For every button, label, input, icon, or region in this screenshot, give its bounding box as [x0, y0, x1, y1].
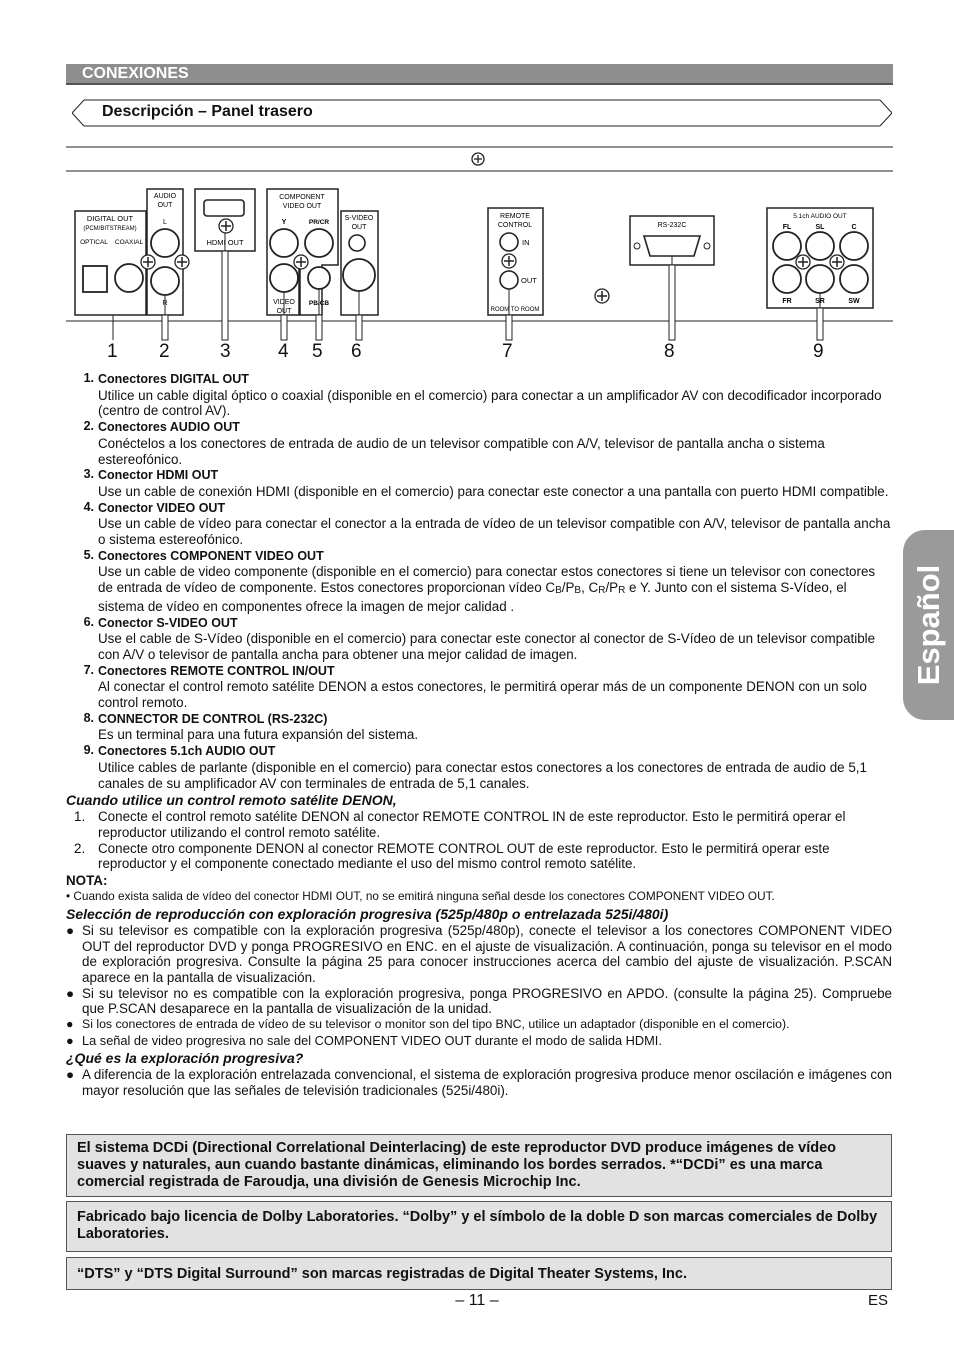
rear-panel-svg	[66, 145, 893, 367]
progressive-bullet: ● Si su televisor no es compatible con la exploración progresiva, ponga PROGRESIVO en APDO. (consulte la página 25). Compruebe que P.SCAN desaparece en la pantalla de visualización de la unidad.	[66, 985, 892, 1017]
nota-label: NOTA:	[66, 873, 108, 889]
component-video-connectors	[267, 189, 338, 315]
what-bullet: ● A diferencia de la exploración entrelazada convencional, el sistema de exploración progresiva produce menor oscilación e imágenes con mayor resolución que las señales de televisión tradicionales (525i/480i).	[66, 1067, 892, 1099]
rear-panel-diagram	[66, 145, 893, 367]
subsection-header	[72, 99, 892, 127]
audio-l-label: L	[163, 219, 167, 226]
callout-4: 4	[278, 341, 289, 362]
remote-step: 1. Conecte el control remoto satélite DENON al conector REMOTE CONTROL IN de este reproductor. Esto le permitirá operar el reproductor utilizando el control remoto satélite.	[74, 809, 846, 840]
screw-icon	[219, 219, 233, 233]
description-item: 6. Conector S-VIDEO OUT Use el cable de S-Vídeo (disponible en el comercio) para conectar este conector al conector de S-Vídeo de un televisor compatible con A/V o televisor de pantalla ancha para obtener una mejor calidad de imagen.	[83, 614, 876, 662]
language-code: ES	[868, 1292, 889, 1309]
language-tab-label: Español	[910, 564, 946, 686]
fl-label: FL	[782, 224, 792, 231]
svideo-label-2: OUT	[351, 224, 367, 231]
language-side-tab	[903, 530, 954, 720]
description-item: 7. Conectores REMOTE CONTROL IN/OUT Al conectar el control remoto satélite DENON a estos conectores, le permitirá operar más de un componente DENON con un solo control remoto.	[83, 662, 867, 711]
what-heading: ¿Qué es la exploración progresiva?	[66, 1050, 304, 1067]
page-number: – 11 –	[455, 1292, 499, 1309]
callout-8: 8	[664, 341, 675, 362]
fr-label: FR	[782, 298, 792, 305]
description-list	[66, 371, 892, 1099]
sw-label: SW	[848, 298, 860, 305]
digital-out-connectors	[75, 211, 146, 315]
nota-text: • Cuando exista salida de vídeo del conector HDMI OUT, no se emitirá ninguna señal desde los conectores COMPONENT VIDEO OUT.	[66, 888, 775, 903]
audio-label-1: AUDIO	[153, 193, 177, 200]
description-item: 8. CONNECTOR DE CONTROL (RS-232C) Es un terminal para una futura expansión del sistema.	[83, 710, 419, 743]
section-header	[66, 64, 893, 85]
screw-icon	[175, 255, 189, 269]
callout-6: 6	[351, 341, 362, 362]
pb-label: PB/CB	[308, 300, 330, 307]
progressive-bullet: ● Si los conectores de entrada de vídeo de su televisor o monitor son del tipo BNC, utilice un adaptador (disponible en el comercio).	[66, 1017, 790, 1032]
c-label: C	[851, 224, 857, 231]
callout-9: 9	[813, 341, 824, 362]
pcm-label: (PCM/BITSTREAM)	[83, 226, 137, 232]
description-item: 3. Conector HDMI OUT Use un cable de conexión HDMI (disponible en el comercio) para conectar este conector a una pantalla con puerto HDMI compatible.	[83, 467, 889, 499]
callout-7: 7	[502, 341, 513, 362]
remote-out-label: OUT	[521, 276, 537, 285]
callout-2: 2	[159, 341, 170, 362]
room-label: ROOM TO ROOM	[490, 307, 540, 313]
audio-r-label: R	[162, 300, 168, 307]
screw-icon	[595, 289, 609, 303]
screw-icon	[502, 254, 516, 268]
progressive-bullet: ● La señal de video progresiva no sale del COMPONENT VIDEO OUT durante el modo de salida HDMI.	[66, 1032, 662, 1048]
screw-icon	[830, 255, 844, 269]
callout-3: 3	[220, 341, 231, 362]
screw-icon	[294, 255, 308, 269]
component-label-2: VIDEO OUT	[282, 203, 322, 210]
optical-label: OPTICAL	[80, 239, 108, 246]
description-item: 1. Conectores DIGITAL OUT Utilice un cable digital óptico o coaxial (disponible en el comercio) para conectar a un amplificador AV con decodificador incorporado (centro de control AV).	[83, 371, 882, 419]
pr-label: PR/CR	[308, 219, 330, 226]
subsection-title: Descripción – Panel trasero	[102, 103, 313, 120]
description-item: 4. Conector VIDEO OUT Use un cable de vídeo para conectar el conector a la entrada de vídeo de un televisor compatible con A/V, televisor de pantalla ancha o sistema estereofónico.	[83, 499, 891, 548]
remote-in-label: IN	[522, 238, 530, 247]
hdmi-label: HDMI OUT	[206, 238, 244, 247]
description-item: 2. Conectores AUDIO OUT Conéctelos a los conectores de entrada de audio de un televisor compatible con A/V, televisor de pantalla ancha o sistema estereofónico.	[83, 419, 825, 467]
component-label-1: COMPONENT	[279, 194, 325, 201]
remote-label-2: CONTROL	[497, 222, 533, 229]
video-label-2: OUT	[276, 308, 292, 315]
rs232c-label: RS-232C	[657, 222, 687, 229]
section-title: CONEXIONES	[82, 65, 189, 82]
remote-label-1: REMOTE	[500, 213, 530, 220]
ch51-label: 5.1ch AUDIO OUT	[793, 213, 847, 220]
audio-label-2: OUT	[157, 202, 173, 209]
remote-heading: Cuando utilice un control remoto satélite DENON,	[66, 792, 397, 809]
digital-out-label: DIGITAL OUT	[86, 214, 134, 223]
svideo-label-1: S-VIDEO	[344, 215, 374, 222]
sl-label: SL	[815, 224, 825, 231]
callout-5: 5	[312, 341, 323, 362]
progressive-heading: Selección de reproducción con exploración progresiva (525p/480p o entrelazada 525i/480i)	[66, 905, 669, 922]
screw-icon	[472, 153, 484, 165]
dcdi-notice: El sistema DCDi (Directional Correlational Deinterlacing) de este reproductor DVD produce imágenes de vídeo suaves y naturales, aun cuando bastante dinámicas, eliminando los bordes serrados. *“DCDi” es una marca comercial registrada de Faroudja, una división de Genesis Microchip Inc.	[66, 1134, 892, 1197]
screw-icon	[796, 255, 810, 269]
progressive-bullet: ● Si su televisor es compatible con la exploración progresiva (525p/480p), conecte el televisor a los conectores COMPONENT VIDEO OUT del reproductor DVD y ponga PROGRESIVO en ENC. en el ajuste de visualización. A continuación, ponga su televisor en el modo de exploración progresiva. Consulte la página 25 para conocer instrucciones acerca del cambio del ajuste de visualización. P.SCAN aparece en la pantalla de visualización.	[66, 922, 892, 985]
callout-1: 1	[107, 341, 118, 362]
sr-label: SR	[815, 298, 825, 305]
dts-notice: “DTS” y “DTS Digital Surround” son marcas registradas de Digital Theater Systems, Inc.	[66, 1257, 892, 1290]
video-label-1: VIDEO	[273, 299, 295, 306]
dolby-notice: Fabricado bajo licencia de Dolby Laboratories. “Dolby” y el símbolo de la doble D son marcas comerciales de Dolby Laboratories.	[66, 1201, 892, 1252]
coaxial-label: COAXIAL	[114, 239, 144, 246]
remote-step: 2. Conecte otro componente DENON al conector REMOTE CONTROL OUT de este reproductor. Esto le permitirá operar este reproductor y el componente conectado mediante el uso del mismo control remoto satélite.	[74, 840, 830, 872]
description-item: 9. Conectores 5.1ch AUDIO OUT Utilice cables de parlante (disponible en el comercio) para conectar estos conectores a los conectores de entrada de audio de 5,1 canales de su amplificador AV con terminales de entrada de 5,1 canales.	[83, 743, 867, 791]
screw-icon	[141, 255, 155, 269]
y-label: Y	[281, 219, 287, 226]
description-item: 5. Conectores COMPONENT VIDEO OUT Use un cable de video componente (disponible en el comercio) para conectar estos conectores si tiene un televisor con conectores de entrada de vídeo de componente. Estos conectores proporcionan vídeo CB/PB, CR/PR e Y. Junto con el sistema S-Vídeo, el sistema de vídeo en componentes ofrece la imagen de mejor calidad .	[83, 547, 876, 614]
